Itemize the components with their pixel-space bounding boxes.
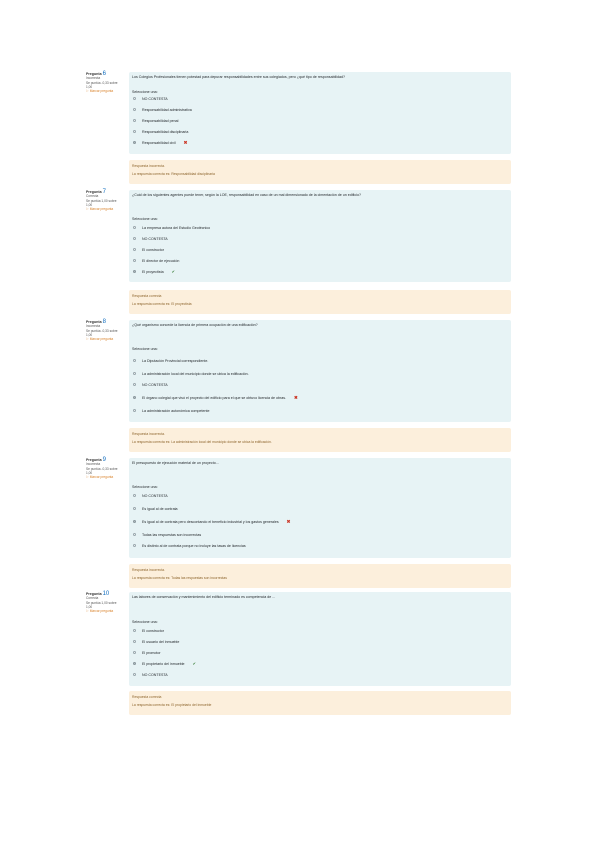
flag-question-link[interactable]: ⚐ Marcar pregunta [86, 337, 114, 342]
radio-button[interactable] [133, 383, 136, 386]
question-state: Correcta [86, 596, 99, 601]
answer-prompt: Seleccione una: [132, 90, 158, 94]
question-info: Pregunta 8 Incorrecta Se puntúa -0,33 sobre 1,00 ⚐ Marcar pregunta [86, 320, 122, 341]
feedback-status: Respuesta incorrecta. [132, 432, 165, 436]
radio-button[interactable] [133, 97, 136, 100]
flag-icon: ⚐ [86, 475, 89, 480]
answer-prompt: Seleccione una: [132, 217, 158, 221]
question-formulation [129, 320, 511, 422]
question-number: 6 [102, 71, 106, 77]
radio-button[interactable] [133, 544, 136, 547]
correct-icon: ✔ [192, 661, 196, 666]
radio-button[interactable] [133, 651, 136, 654]
question-9 [86, 458, 511, 590]
flag-question-link[interactable]: ⚐ Marcar pregunta [86, 89, 114, 94]
radio-button[interactable] [133, 248, 136, 251]
question-state: Correcta [86, 194, 99, 199]
radio-button[interactable] [133, 640, 136, 643]
answer-option[interactable]: El constructor [133, 628, 164, 633]
flag-icon: ⚐ [86, 89, 89, 94]
answer-option[interactable]: La administración local del municipio donde se ubica la edificación. [133, 371, 249, 376]
question-grade: Se puntúa 1,00 sobre 1,00 [86, 198, 117, 207]
radio-button[interactable] [133, 673, 136, 676]
answer-option[interactable]: Todas las respuestas son incorrectas [133, 532, 201, 537]
question-number: 7 [102, 189, 106, 195]
question-info: Pregunta 6 Incorrecta Se puntúa -0,33 sobre 1,00 ⚐ Marcar pregunta [86, 72, 122, 93]
radio-button-checked[interactable] [133, 270, 136, 273]
answer-prompt: Seleccione una: [132, 485, 158, 489]
radio-button-checked[interactable] [133, 520, 136, 523]
radio-button[interactable] [133, 108, 136, 111]
answer-option[interactable]: NO CONTESTA [133, 493, 168, 498]
radio-button[interactable] [133, 409, 136, 412]
incorrect-icon: ✖ [183, 139, 188, 145]
answer-option[interactable]: El usuario del inmueble [133, 639, 179, 644]
answer-option[interactable]: La empresa autora del Estudio Geotécnico [133, 225, 210, 230]
question-grade: Se puntúa -0,33 sobre 1,00 [86, 328, 118, 337]
radio-button-checked[interactable] [133, 141, 136, 144]
question-feedback [129, 564, 511, 588]
question-6 [86, 72, 511, 184]
answer-option[interactable]: El promotor [133, 650, 161, 655]
answer-option[interactable]: Responsabilidad penal [133, 118, 178, 123]
answer-option[interactable]: La administración autonómica competente [133, 408, 210, 413]
question-10 [86, 592, 511, 718]
radio-button[interactable] [133, 226, 136, 229]
question-state: Incorrecta [86, 462, 101, 467]
feedback-correct-answer: La respuesta correcta es: La administración local del municipio donde se ubica la edificación. [132, 440, 272, 444]
question-grade: Se puntúa -0,33 sobre 1,00 [86, 80, 118, 89]
question-text: Los Colegios Profesionales tienen potestad para depurar responsabilidades entre sus colegiados, pero ¿qué tipo de responsabilidad? [132, 75, 345, 79]
correct-icon: ✔ [171, 269, 175, 274]
flag-icon: ⚐ [86, 337, 89, 342]
answer-option-selected[interactable]: El órgano colegial que visó el proyecto del edificio para el que se obtuvo licencia de obras. ✖ [133, 395, 298, 400]
question-7 [86, 190, 511, 316]
flag-question-link[interactable]: ⚐ Marcar pregunta [86, 207, 114, 212]
question-number: 10 [102, 591, 110, 597]
answer-option[interactable]: Responsabilidad disciplinaria [133, 129, 188, 134]
radio-button[interactable] [133, 130, 136, 133]
question-number: 9 [102, 457, 106, 463]
question-text: Las labores de conservación y mantenimiento del edificio terminado es competencia de ... [132, 595, 276, 599]
answer-option[interactable]: El constructor [133, 247, 164, 252]
feedback-status: Respuesta correcta [132, 695, 162, 699]
feedback-correct-answer: La respuesta correcta es: El propietario del inmueble [132, 703, 212, 707]
question-8 [86, 320, 511, 454]
radio-button[interactable] [133, 259, 136, 262]
question-text: El presupuesto de ejecución material de un proyecto... [132, 461, 219, 465]
question-text: ¿Qué organismo concede la licencia de primera ocupación de una edificación? [132, 323, 258, 327]
radio-button[interactable] [133, 494, 136, 497]
radio-button[interactable] [133, 629, 136, 632]
question-info: Pregunta 7 Correcta Se puntúa 1,00 sobre 1,00 ⚐ Marcar pregunta [86, 190, 122, 211]
question-formulation [129, 458, 511, 558]
answer-option-selected[interactable]: El proyectista ✔ [133, 269, 175, 274]
question-formulation [129, 72, 511, 154]
question-feedback [129, 160, 511, 184]
flag-icon: ⚐ [86, 609, 89, 614]
flag-question-link[interactable]: ⚐ Marcar pregunta [86, 475, 114, 480]
question-number: 8 [102, 319, 106, 325]
feedback-status: Respuesta incorrecta. [132, 568, 165, 572]
question-formulation [129, 190, 511, 282]
answer-prompt: Seleccione una: [132, 620, 158, 624]
flag-question-link[interactable]: ⚐ Marcar pregunta [86, 609, 114, 614]
feedback-correct-answer: La respuesta correcta es: Responsabilidad disciplinaria [132, 172, 215, 176]
answer-option[interactable]: NO CONTESTA [133, 382, 168, 387]
radio-button[interactable] [133, 533, 136, 536]
answer-option[interactable]: El director de ejecución [133, 258, 179, 263]
question-state: Incorrecta [86, 76, 101, 81]
radio-button-checked[interactable] [133, 396, 136, 399]
radio-button[interactable] [133, 372, 136, 375]
answer-option-selected[interactable]: El propietario del inmueble ✔ [133, 661, 196, 666]
question-feedback [129, 428, 511, 452]
feedback-correct-answer: La respuesta correcta es: El proyectista [132, 302, 192, 306]
question-grade: Se puntúa -0,33 sobre 1,00 [86, 466, 118, 475]
question-grade: Se puntúa 1,00 sobre 1,00 [86, 600, 117, 609]
radio-button[interactable] [133, 507, 136, 510]
question-feedback [129, 691, 511, 715]
radio-button-checked[interactable] [133, 662, 136, 665]
incorrect-icon: ✖ [286, 518, 291, 524]
answer-option-selected[interactable]: Responsabilidad civil ✖ [133, 140, 187, 145]
question-state: Incorrecta [86, 324, 101, 329]
radio-button[interactable] [133, 359, 136, 362]
answer-option[interactable]: La Diputación Provincial correspondiente. [133, 358, 208, 363]
question-feedback [129, 290, 511, 314]
answer-option[interactable]: Es igual al de contrata [133, 506, 178, 511]
flag-icon: ⚐ [86, 207, 89, 212]
answer-option[interactable]: NO CONTESTA [133, 672, 168, 677]
feedback-status: Respuesta correcta [132, 294, 162, 298]
radio-button[interactable] [133, 119, 136, 122]
answer-option[interactable]: Responsabilidad administrativa [133, 107, 192, 112]
feedback-status: Respuesta incorrecta. [132, 164, 165, 168]
answer-option[interactable]: NO CONTESTA [133, 236, 168, 241]
question-info: Pregunta 9 Incorrecta Se puntúa -0,33 sobre 1,00 ⚐ Marcar pregunta [86, 458, 122, 479]
question-info: Pregunta 10 Correcta Se puntúa 1,00 sobre 1,00 ⚐ Marcar pregunta [86, 592, 122, 613]
incorrect-icon: ✖ [294, 394, 298, 400]
radio-button[interactable] [133, 237, 136, 240]
answer-prompt: Seleccione una: [132, 347, 158, 351]
question-text: ¿Cuál de los siguientes agentes puede tener, según la LOE, responsabilidad en caso de un mal dimensionado de la cimentación de un edificio? [132, 193, 361, 197]
answer-option[interactable]: Es distinto al de contrata porque no incluye las tasas de licencias [133, 543, 246, 548]
answer-option-selected[interactable]: Es igual al de contrata pero descontando el beneficio industrial y los gastos generales ✖ [133, 519, 291, 524]
answer-option[interactable]: NO CONTESTA [133, 96, 168, 101]
feedback-correct-answer: La respuesta correcta es: Todas las respuestas son incorrectas [132, 576, 227, 580]
question-formulation [129, 592, 511, 686]
